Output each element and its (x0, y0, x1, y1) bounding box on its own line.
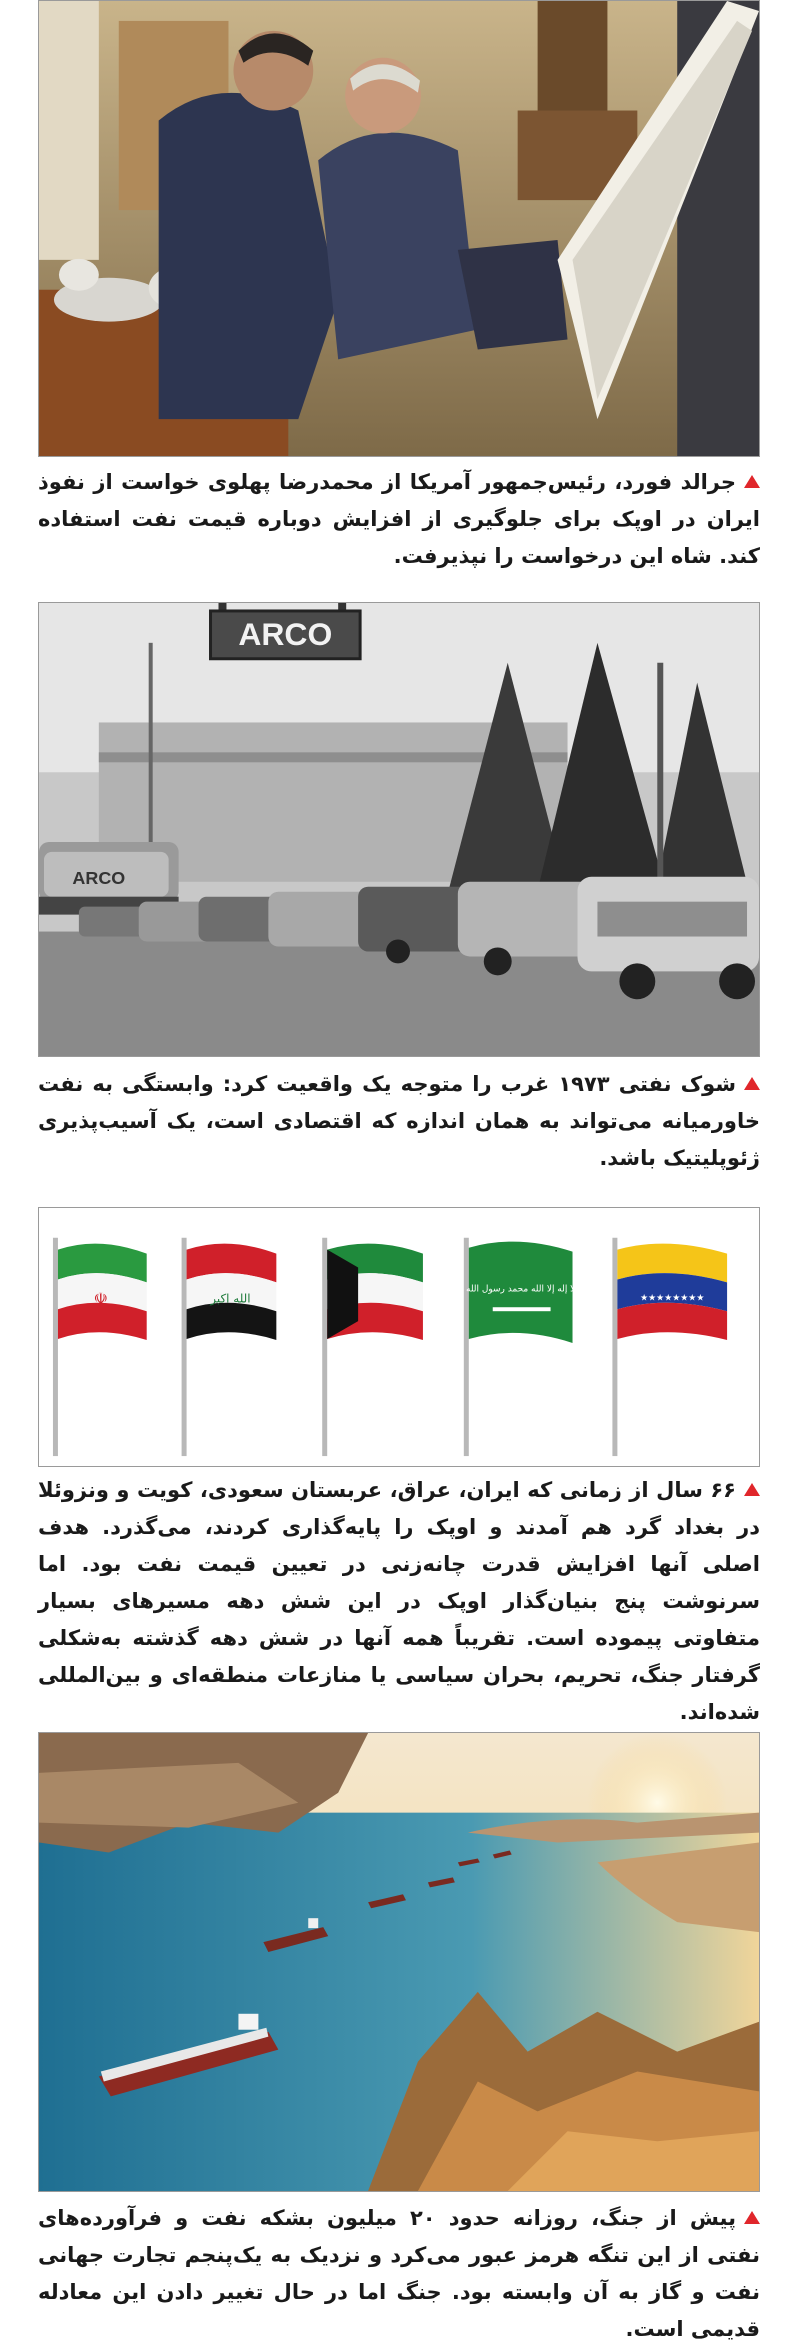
saudi-arabia-flag (466, 1242, 575, 1343)
caption-4-text: پیش از جنگ، روزانه حدود ۲۰ میلیون بشکه نفت و فرآورده‌های نفتی از این تنگه هرمز عبور می‌کرد و نزدیک به یک‌پنجم تجارت جهانی نفت و گاز به آن وابسته بود. جنگ اما در حال تغییر دادن این معادله قدیمی است. (38, 2206, 760, 2341)
iraq-flag (187, 1244, 277, 1340)
photo-1973-gas-line (38, 602, 760, 1057)
flag-pole (182, 1238, 187, 1456)
caption-1 (38, 464, 760, 584)
svg-text:★★★★★★★★: ★★★★★★★★ (640, 1293, 705, 1304)
arco-truck-text: ARCO (72, 867, 126, 888)
caption-3-text: ۶۶ سال از زمانی که ایران، عراق، عربستان سعودی، کویت و ونزوئلا در بغداد گرد هم آمدند و اوپک را پایه‌گذاری کردند، می‌گذرد. هدف اصلی آنها افزایش قدرت چانه‌زنی در تعیین قیمت نفت بود. اما سرنوشت پنج بنیان‌گذار اوپک در این شش دهه مسیرهای بسیار متفاوتی پیموده است. تقریباً همه آنها در شش دهه گذشته به‌شکلی گرفتار جنگ، تحریم، بحران سیاسی یا منازعات منطقه‌ای و بین‌المللی شده‌اند. (38, 1478, 760, 1724)
photo-ford-shah-meeting (38, 0, 760, 457)
svg-text:☫: ☫ (93, 1289, 108, 1309)
arco-sign-text: ARCO (238, 615, 333, 652)
iraq-flag-text: الله اكبر (210, 1291, 251, 1306)
caption-bullet-icon (744, 1483, 760, 1496)
caption-3 (38, 1472, 760, 1724)
caption-bullet-icon (744, 1077, 760, 1090)
caption-2-text: شوک نفتی ۱۹۷۳ غرب را متوجه یک واقعیت کرد: وابستگی به نفت خاورمیانه می‌تواند به همان اندازه که اقتصادی است، یک آسیب‌پذیری ژئوپلیتیک باشد. (38, 1072, 760, 1170)
flag-pole (464, 1238, 469, 1456)
saudi-flag-text: لا إله إلا الله محمد رسول الله (466, 1284, 576, 1295)
photo-opec-founder-flags (38, 1207, 760, 1467)
flag-pole (322, 1238, 327, 1456)
caption-bullet-icon (744, 2211, 760, 2224)
photo-strait-tankers (38, 1732, 760, 2192)
flag-pole (612, 1238, 617, 1456)
caption-bullet-icon (744, 475, 760, 488)
venezuela-flag (617, 1244, 727, 1340)
iran-flag (58, 1244, 147, 1340)
caption-2 (38, 1066, 760, 1186)
caption-1-text: جرالد فورد، رئیس‌جمهور آمریکا از محمدرضا پهلوی خواست از نفوذ ایران در اوپک برای جلوگیری از افزایش دوباره قیمت نفت استفاده کند. شاه این درخواست را نپذیرفت. (38, 470, 760, 568)
flag-pole (53, 1238, 58, 1456)
kuwait-flag (327, 1244, 423, 1340)
caption-4 (38, 2200, 760, 2341)
